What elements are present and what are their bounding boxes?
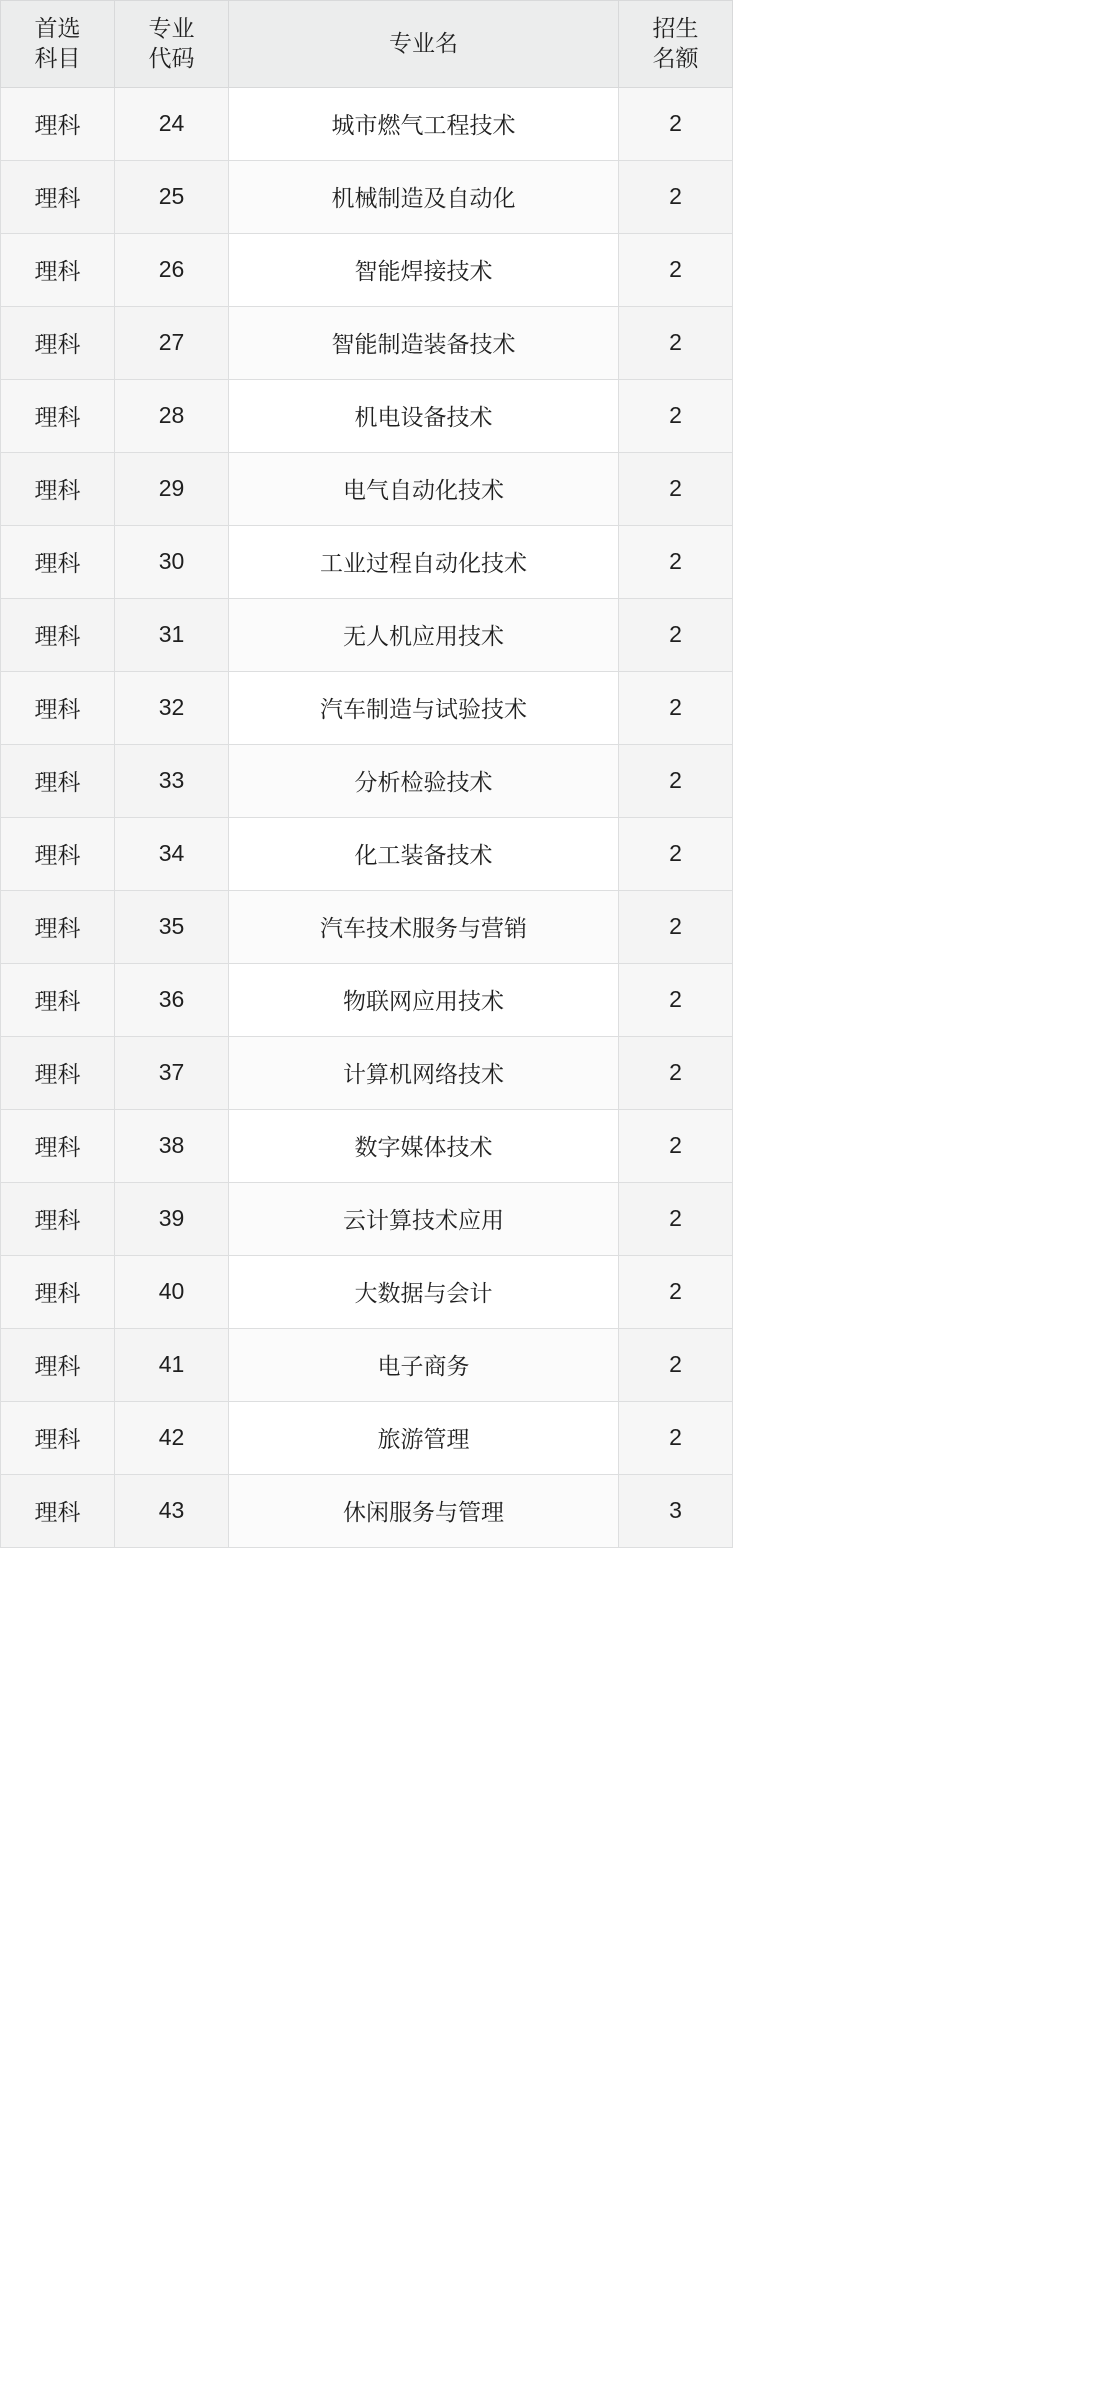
cell-major-name: 智能制造装备技术 — [229, 306, 619, 379]
cell-major-name: 城市燃气工程技术 — [229, 87, 619, 160]
cell-major-code: 34 — [115, 817, 229, 890]
cell-subject: 理科 — [1, 1474, 115, 1547]
table-row — [1, 744, 733, 817]
cell-quota: 2 — [619, 525, 733, 598]
cell-major-code: 42 — [115, 1401, 229, 1474]
cell-major-name: 工业过程自动化技术 — [229, 525, 619, 598]
table-row — [1, 160, 733, 233]
cell-major-code: 26 — [115, 233, 229, 306]
column-header-subject-line2: 科目 — [34, 44, 81, 71]
cell-subject: 理科 — [1, 744, 115, 817]
cell-subject: 理科 — [1, 1109, 115, 1182]
cell-major-name: 机械制造及自动化 — [229, 160, 619, 233]
cell-quota: 2 — [619, 1182, 733, 1255]
cell-quota: 2 — [619, 160, 733, 233]
cell-major-name: 电子商务 — [229, 1328, 619, 1401]
cell-quota: 2 — [619, 1036, 733, 1109]
cell-major-name: 无人机应用技术 — [229, 598, 619, 671]
column-header-code-line2: 代码 — [148, 44, 195, 71]
cell-quota: 2 — [619, 379, 733, 452]
table-row — [1, 1328, 733, 1401]
table-row — [1, 306, 733, 379]
cell-subject: 理科 — [1, 1401, 115, 1474]
cell-subject: 理科 — [1, 671, 115, 744]
cell-quota: 2 — [619, 1328, 733, 1401]
cell-quota: 3 — [619, 1474, 733, 1547]
table-row — [1, 671, 733, 744]
table-row — [1, 963, 733, 1036]
cell-major-name: 化工装备技术 — [229, 817, 619, 890]
cell-major-name: 大数据与会计 — [229, 1255, 619, 1328]
cell-major-code: 33 — [115, 744, 229, 817]
table-row — [1, 525, 733, 598]
cell-major-code: 35 — [115, 890, 229, 963]
cell-subject: 理科 — [1, 379, 115, 452]
cell-major-code: 37 — [115, 1036, 229, 1109]
table-row — [1, 1255, 733, 1328]
cell-quota: 2 — [619, 890, 733, 963]
cell-subject: 理科 — [1, 963, 115, 1036]
table-row — [1, 379, 733, 452]
table-row — [1, 1474, 733, 1547]
cell-subject: 理科 — [1, 1182, 115, 1255]
table-header — [1, 1, 733, 88]
cell-major-code: 40 — [115, 1255, 229, 1328]
cell-subject: 理科 — [1, 598, 115, 671]
cell-subject: 理科 — [1, 525, 115, 598]
table-row — [1, 233, 733, 306]
cell-subject: 理科 — [1, 87, 115, 160]
cell-quota: 2 — [619, 306, 733, 379]
cell-major-code: 27 — [115, 306, 229, 379]
cell-subject: 理科 — [1, 306, 115, 379]
cell-major-name: 分析检验技术 — [229, 744, 619, 817]
cell-quota: 2 — [619, 598, 733, 671]
cell-major-code: 30 — [115, 525, 229, 598]
cell-major-name: 汽车制造与试验技术 — [229, 671, 619, 744]
table-row — [1, 87, 733, 160]
column-header-subject — [1, 1, 115, 88]
cell-quota: 2 — [619, 87, 733, 160]
cell-subject: 理科 — [1, 1255, 115, 1328]
cell-major-code: 25 — [115, 160, 229, 233]
cell-subject: 理科 — [1, 233, 115, 306]
cell-major-code: 31 — [115, 598, 229, 671]
column-header-quota-line1: 招生 — [652, 15, 699, 41]
cell-major-code: 32 — [115, 671, 229, 744]
cell-major-name: 智能焊接技术 — [229, 233, 619, 306]
column-header-quota-line2: 名额 — [652, 44, 699, 71]
cell-major-code: 36 — [115, 963, 229, 1036]
table-row — [1, 1036, 733, 1109]
table-row — [1, 452, 733, 525]
cell-subject: 理科 — [1, 890, 115, 963]
cell-major-code: 28 — [115, 379, 229, 452]
cell-major-name: 机电设备技术 — [229, 379, 619, 452]
cell-major-name: 云计算技术应用 — [229, 1182, 619, 1255]
cell-major-code: 41 — [115, 1328, 229, 1401]
cell-major-code: 29 — [115, 452, 229, 525]
cell-major-name: 计算机网络技术 — [229, 1036, 619, 1109]
cell-subject: 理科 — [1, 452, 115, 525]
table-body — [1, 87, 733, 1547]
cell-quota: 2 — [619, 452, 733, 525]
cell-major-code: 38 — [115, 1109, 229, 1182]
cell-subject: 理科 — [1, 1036, 115, 1109]
column-header-code-line1: 专业 — [148, 15, 195, 41]
cell-major-code: 39 — [115, 1182, 229, 1255]
cell-quota: 2 — [619, 1401, 733, 1474]
cell-major-name: 休闲服务与管理 — [229, 1474, 619, 1547]
cell-major-name: 汽车技术服务与营销 — [229, 890, 619, 963]
cell-major-name: 数字媒体技术 — [229, 1109, 619, 1182]
cell-quota: 2 — [619, 1109, 733, 1182]
cell-major-name: 物联网应用技术 — [229, 963, 619, 1036]
column-header-code — [115, 1, 229, 88]
cell-quota: 2 — [619, 744, 733, 817]
cell-major-code: 24 — [115, 87, 229, 160]
cell-major-name: 电气自动化技术 — [229, 452, 619, 525]
table-row — [1, 598, 733, 671]
column-header-name — [229, 1, 619, 88]
cell-subject: 理科 — [1, 1328, 115, 1401]
cell-subject: 理科 — [1, 817, 115, 890]
column-header-name-label: 专业名 — [389, 29, 458, 56]
cell-quota: 2 — [619, 233, 733, 306]
table-row — [1, 1401, 733, 1474]
cell-quota: 2 — [619, 963, 733, 1036]
table-row — [1, 817, 733, 890]
cell-quota: 2 — [619, 671, 733, 744]
cell-quota: 2 — [619, 817, 733, 890]
table-row — [1, 1182, 733, 1255]
cell-quota: 2 — [619, 1255, 733, 1328]
column-header-quota — [619, 1, 733, 88]
cell-major-code: 43 — [115, 1474, 229, 1547]
table-header-row — [1, 1, 733, 88]
cell-subject: 理科 — [1, 160, 115, 233]
table-row — [1, 1109, 733, 1182]
cell-major-name: 旅游管理 — [229, 1401, 619, 1474]
majors-table — [0, 0, 733, 1548]
table-row — [1, 890, 733, 963]
column-header-subject-line1: 首选 — [34, 15, 81, 41]
